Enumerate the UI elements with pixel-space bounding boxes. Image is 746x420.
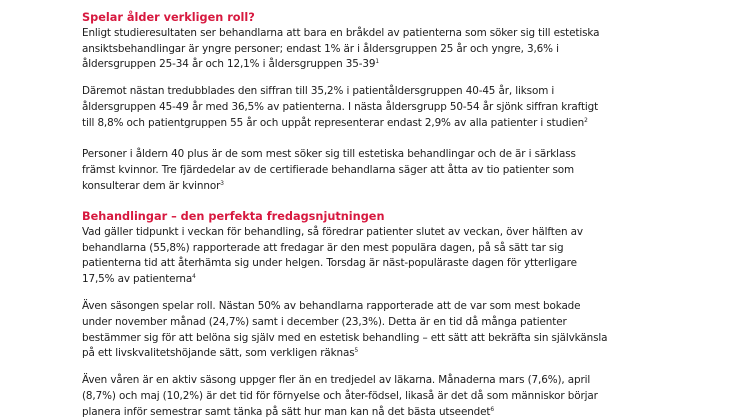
paragraph-block <box>82 373 682 420</box>
paragraph-block <box>82 299 682 362</box>
text-line: Även våren är en aktiv säsong uppger fler än en tredjedel av läkarna. Månaderna mars (7,6%), april <box>82 374 591 386</box>
section-heading: Spelar ålder verkligen roll? <box>82 11 255 24</box>
paragraph <box>82 147 682 194</box>
text-line: Personer i åldern 40 plus är de som mest söker sig till estetiska behandlingar och de är i särklass <box>82 148 576 160</box>
paragraph <box>82 225 682 288</box>
text-line: behandlarna (55,8%) rapporterade att fredagar är den mest populära dagen, på så sätt tar sig <box>82 241 564 254</box>
text-line: under november månad (24,7%) samt i december (23,3%). Detta är en tid då många patienter <box>82 315 567 328</box>
text-line: åldersgruppen 25-34 år och 12,1% i åldersgruppen $35-39^1$ <box>82 58 379 71</box>
section-heading: Behandlingar – den perfekta fredagsnjutningen <box>82 210 385 223</box>
text-line: Enligt studieresultaten ser behandlarna att bara en bråkdel av patienterna som söker sig till estetiska <box>82 26 600 39</box>
text-line: ansiktsbehandlingar är yngre personer; endast 1% är i åldersgruppen 25 år och yngre, 3,6% i <box>82 42 559 55</box>
footnote-ref: 6 <box>490 406 494 413</box>
section-age <box>82 10 682 73</box>
text-line: åldersgruppen 45-49 år med 36,5% av patienterna. I nästa åldersgrupp 50-54 år sjönk siffran kraftigt <box>82 100 599 113</box>
paragraph-block <box>82 147 682 194</box>
footnote-ref: 5 <box>354 348 359 355</box>
footnote-ref: 1 <box>375 59 379 66</box>
text-line: Vad gäller tidpunkt i veckan för behandling, så föredrar patienter slutet av veckan, över hälften av <box>82 225 583 238</box>
text-line: främst kvinnor. Tre fjärdedelar av de certifierade behandlarna säger att åtta av tio patienter som <box>82 163 574 176</box>
paragraph <box>82 373 682 420</box>
text-line: planera inför semestrar samt tänka på sätt hur man kan nå det bästa utseendet$^6$ <box>82 405 494 418</box>
paragraph <box>82 299 682 362</box>
footnote-ref: 3 <box>220 180 224 187</box>
paragraph-block <box>82 84 682 131</box>
footnote-ref: 2 <box>584 117 588 124</box>
text-line: bestämmer sig för att belöna sig själv med en estetisk behandling – ett sätt att bekräfta sin självkänsla <box>82 331 608 344</box>
paragraph <box>82 26 682 73</box>
text-line: 17,5% av patienterna$^4$ <box>82 273 196 286</box>
text-line: konsulterar dem är kvinnor$^3$ <box>82 179 224 192</box>
footnote-ref: 4 <box>192 274 196 281</box>
text-line: på ett livskvalitetshöjande sätt, som verkligen räknas$^5$ <box>82 347 359 360</box>
text-line: till 8,8% och patientgruppen 55 år och uppåt representerar endast 2,9% av alla patienter i studien$^2$ <box>82 116 588 129</box>
text-line: (8,7%) och maj (10,2%) är det tid för förnyelse och åter-födsel, likaså är det då som människor börjar <box>82 389 598 402</box>
text-line: Däremot nästan tredubblades den siffran till 35,2% i patientåldersgruppen 40-45 år, liksom i <box>82 85 555 97</box>
paragraph <box>82 84 682 131</box>
text-line: patienterna tid att återhämta sig under helgen. Torsdag är näst-populäraste dagen för ytterligare <box>82 257 577 270</box>
section-treatments <box>82 209 682 288</box>
text-line: Även säsongen spelar roll. Nästan 50% av behandlarna rapporterade att de var som mest bokade <box>82 300 581 312</box>
